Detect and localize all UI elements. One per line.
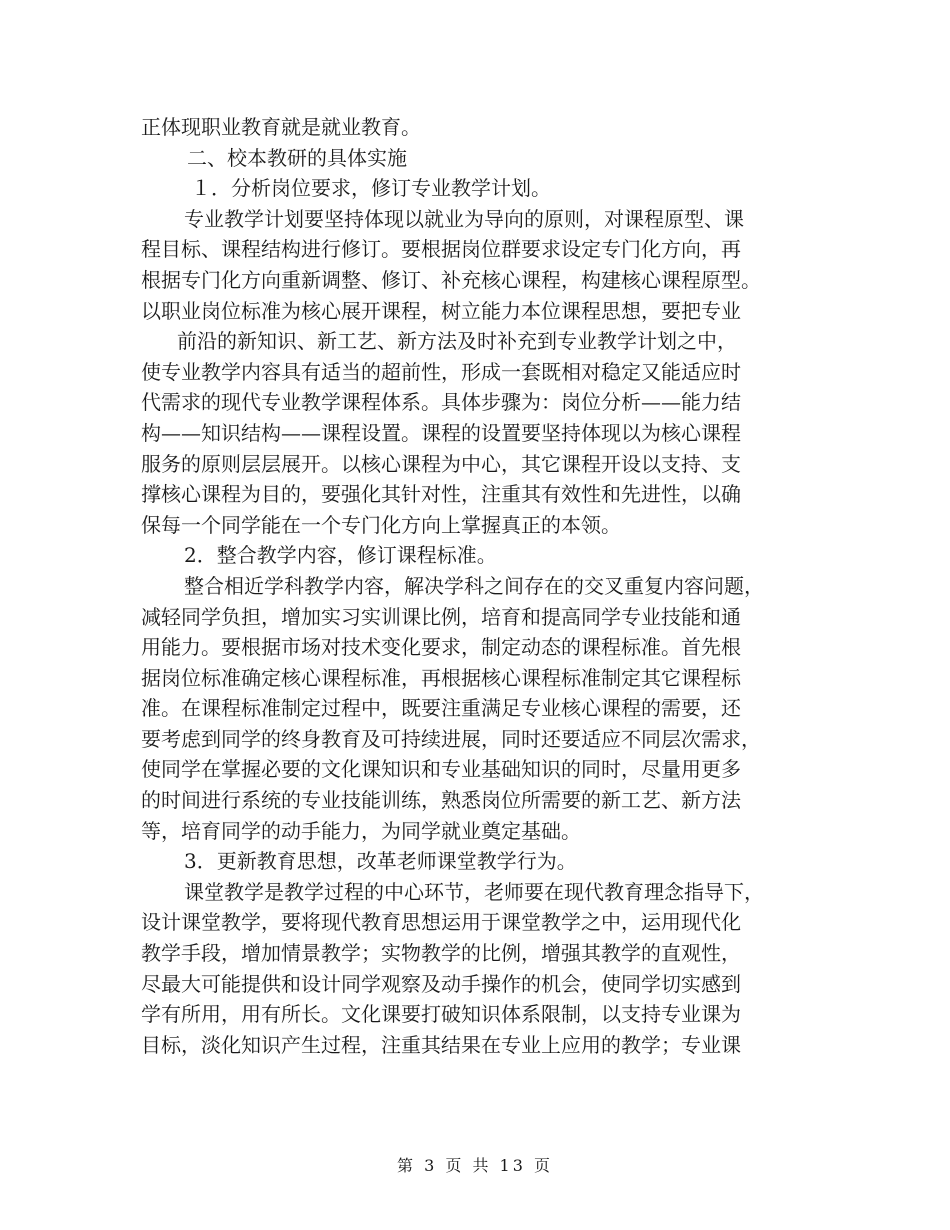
text-line: 整合相近学科教学内容，解决学科之间存在的交叉重复内容问题， <box>184 573 764 598</box>
body-text <box>141 112 821 1060</box>
text-line: 准。在课程标准制定过程中，既要注重满足专业核心课程的需要，还 <box>141 696 741 721</box>
text-line: 前沿的新知识、新工艺、新方法及时补充到专业教学计划之中， <box>177 329 737 354</box>
text-line: 服务的原则层层展开。以核心课程为中心，其它课程开设以支持、支 <box>141 451 741 476</box>
text-line: 撑核心课程为目的，要强化其针对性，注重其有效性和先进性，以确 <box>141 482 741 507</box>
text-line: 减轻同学负担，增加实习实训课比例，培育和提高同学专业技能和通 <box>141 604 741 629</box>
text-line: 以职业岗位标准为核心展开课程，树立能力本位课程思想，要把专业 <box>141 298 741 323</box>
text-line: 使同学在掌握必要的文化课知识和专业基础知识的同时，尽量用更多 <box>141 757 741 782</box>
text-line: 专业教学计划要坚持体现以就业为导向的原则，对课程原型、课 <box>184 206 744 231</box>
text-line: 代需求的现代专业教学课程体系。具体步骤为：岗位分析——能力结 <box>141 390 741 415</box>
subsection-heading: 3．更新教育思想，改革老师课堂教学行为。 <box>184 849 577 874</box>
text-line: 保每一个同学能在一个专门化方向上掌握真正的本领。 <box>141 512 621 537</box>
text-line: 尽最大可能提供和设计同学观察及动手操作的机会，使同学切实感到 <box>141 971 741 996</box>
text-line: 根据专门化方向重新调整、修订、补充核心课程，构建核心课程原型。 <box>141 267 761 292</box>
subsection-heading: １．分析岗位要求，修订专业教学计划。 <box>191 176 551 201</box>
text-line: 的时间进行系统的专业技能训练，熟悉岗位所需要的新工艺、新方法 <box>141 788 741 813</box>
text-line: 正体现职业教育就是就业教育。 <box>141 115 421 139</box>
text-line: 课堂教学是教学过程的中心环节，老师要在现代教育理念指导下， <box>184 879 764 904</box>
section-heading: 二、校本教研的具体实施 <box>187 145 407 170</box>
text-line: 等，培育同学的动手能力，为同学就业奠定基础。 <box>141 818 581 843</box>
text-line: 目标，淡化知识产生过程，注重其结果在专业上应用的教学；专业课 <box>141 1032 741 1057</box>
text-line: 构——知识结构——课程设置。课程的设置要坚持体现以为核心课程 <box>141 420 741 445</box>
text-line: 要考虑到同学的终身教育及可持续进展，同时还要适应不同层次需求， <box>141 726 761 751</box>
text-line: 设计课堂教学，要将现代教育思想运用于课堂教学之中，运用现代化 <box>141 910 741 935</box>
text-line: 程目标、课程结构进行修订。要根据岗位群要求设定专门化方向，再 <box>141 237 741 262</box>
page-footer: 第 3 页 共 13 页 <box>397 1156 553 1175</box>
subsection-heading: 2．整合教学内容，修订课程标准。 <box>184 543 497 568</box>
text-line: 据岗位标准确定核心课程标准，再根据核心课程标准制定其它课程标 <box>141 665 741 690</box>
text-line: 教学手段，增加情景教学；实物教学的比例，增强其教学的直观性， <box>141 941 741 966</box>
text-line: 学有所用，用有所长。文化课要打破知识体系限制，以支持专业课为 <box>141 1002 741 1027</box>
text-line: 使专业教学内容具有适当的超前性，形成一套既相对稳定又能适应时 <box>141 359 741 384</box>
text-line: 用能力。要根据市场对技术变化要求，制定动态的课程标准。首先根 <box>141 635 741 660</box>
